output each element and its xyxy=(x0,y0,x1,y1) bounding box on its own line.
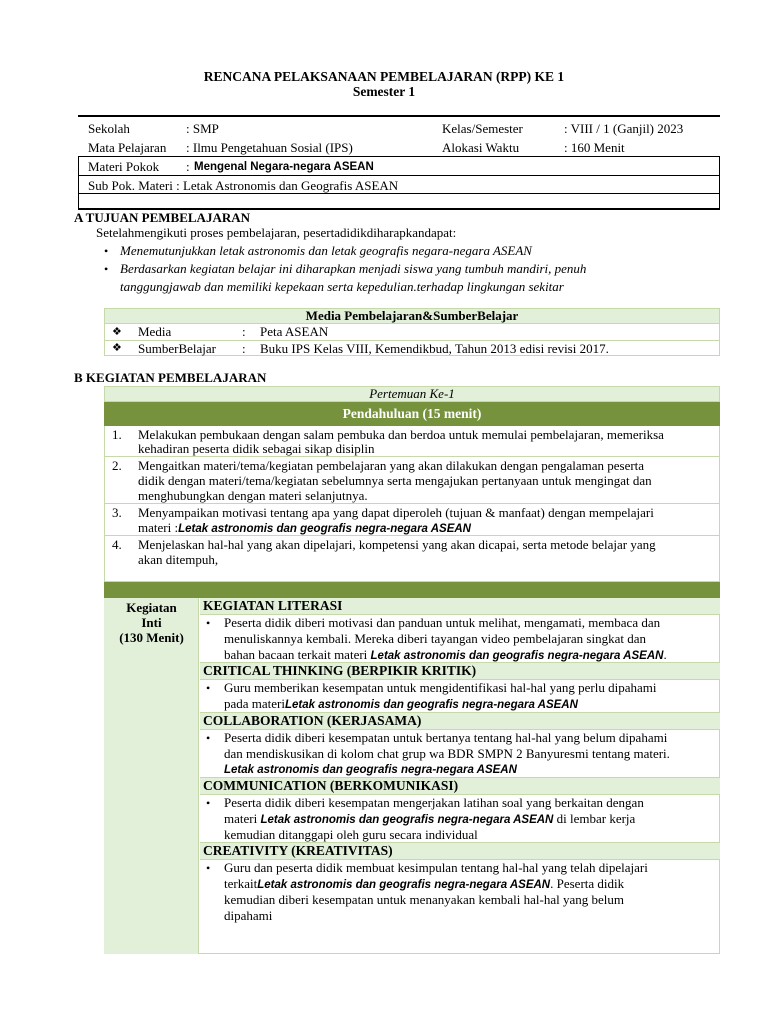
sekolah-value: : SMP xyxy=(186,121,219,136)
critical-title: CRITICAL THINKING (BERPIKIR KRITIK) xyxy=(203,663,477,678)
literasi-text: menuliskannya kembali. Mereka diberi tayangan video pembelajaran singkat dan xyxy=(224,631,646,646)
media-label: Media xyxy=(138,324,172,339)
creat-text: kemudian diberi kesempatan untuk menanyakan kembali hal-hal yang belum xyxy=(224,892,624,907)
intro-bar xyxy=(104,402,720,426)
creat-title: CREATIVITY (KREATIVITAS) xyxy=(203,843,393,858)
creat-text: Guru dan peserta didik membuat kesimpulan tentang hal-hal yang telah dipelajari xyxy=(224,860,648,875)
media-header-row xyxy=(104,308,720,324)
step-text: didik dengan materi/tema/kegiatan sebelumnya serta mengajukan pertanyaan untuk mengingat dan xyxy=(138,473,652,488)
literasi-text: Peserta didik diberi motivasi dan panduan untuk melihat, mengamati, membaca dan xyxy=(224,615,661,630)
table-row-divider xyxy=(78,156,720,157)
table-row-divider xyxy=(78,193,720,194)
section-b-heading: B KEGIATAN PEMBELAJARAN xyxy=(74,370,267,385)
alokasi-label: Alokasi Waktu xyxy=(442,140,520,155)
bullet-icon: • xyxy=(206,616,211,630)
step-text: menghubungkan dengan materi selanjutnya. xyxy=(138,488,368,503)
creat-text-suffix: . Peserta didik xyxy=(550,876,625,891)
objective-item-cont: tanggungjawab dan memiliki kepekaan serta kepedulian.terhadap lingkungan sekitar xyxy=(120,279,564,294)
media-header-title: Media Pembelajaran&SumberBelajar xyxy=(305,308,519,323)
objective-item: Menemutunjukkan letak astronomis dan letak geografis negara-negara ASEAN xyxy=(120,243,532,258)
comm-title: COMMUNICATION (BERKOMUNIKASI) xyxy=(203,778,459,793)
comm-text-suffix: di lembar kerja xyxy=(553,811,636,826)
critical-text xyxy=(224,696,578,713)
table-row-divider xyxy=(78,175,720,176)
creat-text: dipahami xyxy=(224,908,273,923)
inti-separator-bar xyxy=(104,582,720,598)
sumber-colon: : xyxy=(242,341,246,356)
step-number: 2. xyxy=(112,458,122,473)
table-top-border xyxy=(78,115,720,117)
literasi-text-prefix: bahan bacaan terkait materi xyxy=(224,647,371,662)
inti-duration: (130 Menit) xyxy=(119,630,184,645)
bullet-icon: • xyxy=(104,262,109,276)
creat-text xyxy=(224,876,624,893)
critical-text: Guru memberikan kesempatan untuk mengidentifikasi hal-hal yang perlu dipahami xyxy=(224,680,657,695)
comm-topic: Letak astronomis dan geografis negra-negara ASEAN xyxy=(260,814,554,826)
step-divider xyxy=(104,503,720,504)
bullet-icon: • xyxy=(206,796,211,810)
table-left-border xyxy=(78,156,79,208)
step-topic: Letak astronomis dan geografis negra-negara ASEAN xyxy=(178,523,471,535)
collab-topic: Letak astronomis dan geografis negra-negara ASEAN xyxy=(224,764,517,776)
bullet-icon: • xyxy=(206,681,211,695)
alokasi-value: : 160 Menit xyxy=(564,140,625,155)
semester-label: Semester 1 xyxy=(352,84,416,99)
step-text: akan ditempuh, xyxy=(138,552,219,567)
collab-title: COLLABORATION (KERJASAMA) xyxy=(203,713,422,728)
comm-text: kemudian ditanggapi oleh guru secara individual xyxy=(224,827,478,842)
step-text: Menyampaikan motivasi tentang apa yang dapat diperoleh (tujuan & manfaat) dengan mempelajari xyxy=(138,505,654,520)
step-number: 1. xyxy=(112,427,122,442)
mapel-value: : Ilmu Pengetahuan Sosial (IPS) xyxy=(186,140,353,155)
step-text: Melakukan pembukaan dengan salam pembuka dan berdoa untuk memulai pembelajaran, memeriksa xyxy=(138,427,664,442)
subpok-text: Sub Pok. Materi : Letak Astronomis dan Geografis ASEAN xyxy=(88,178,399,193)
inti-label: Kegiatan xyxy=(126,600,177,615)
critical-topic: Letak astronomis dan geografis negra-negara ASEAN xyxy=(285,699,578,711)
inti-label-cell xyxy=(104,598,199,954)
collab-text: dan mendiskusikan di kolom chat grup wa BDR SMPN 2 Banyuresmi tentang materi. xyxy=(224,746,670,761)
sekolah-label: Sekolah xyxy=(88,121,130,136)
bullet-icon: • xyxy=(104,244,109,258)
step-text: Mengaitkan materi/tema/kegiatan pembelajaran yang akan dilakukan dengan pengalaman peserta xyxy=(138,458,645,473)
sumber-label: SumberBelajar xyxy=(138,341,216,356)
bullet-icon: • xyxy=(206,731,211,745)
literasi-title: KEGIATAN LITERASI xyxy=(203,598,343,613)
step-text: kehadiran peserta didik sebagai sikap disiplin xyxy=(138,441,375,456)
table-right-border xyxy=(719,156,720,208)
document-title: RENCANA PELAKSANAAN PEMBELAJARAN (RPP) KE 1 xyxy=(203,69,565,84)
comm-text: Peserta didik diberi kesempatan mengerjakan latihan soal yang berkaitan dengan xyxy=(224,795,644,810)
creat-topic: Letak astronomis dan geografis negra-negara ASEAN xyxy=(257,879,551,891)
objective-item: Berdasarkan kegiatan belajar ini diharapkan menjadi siswa yang tumbuh mandiri, penuh xyxy=(120,261,587,276)
comm-text xyxy=(224,811,635,828)
step-text xyxy=(138,520,471,537)
bullet-icon: • xyxy=(206,861,211,875)
materi-value: Mengenal Negara-negara ASEAN xyxy=(194,161,374,173)
collab-text: Peserta didik diberi kesempatan untuk bertanya tentang hal-hal yang belum dipahami xyxy=(224,730,668,745)
kelas-value: : VIII / 1 (Ganjil) 2023 xyxy=(564,121,684,136)
kelas-label: Kelas/Semester xyxy=(442,121,523,136)
media-colon: : xyxy=(242,324,246,339)
meeting-label: Pertemuan Ke-1 xyxy=(369,386,455,401)
comm-text-prefix: materi xyxy=(224,811,261,826)
step-number: 3. xyxy=(112,505,122,520)
section-a-intro: Setelahmengikuti proses pembelajaran, pesertadidikdiharapkandapat: xyxy=(96,225,457,240)
step-number: 4. xyxy=(112,537,122,552)
creat-text-prefix: terkait xyxy=(224,876,258,891)
sumber-value: Buku IPS Kelas VIII, Kemendikbud, Tahun 2013 edisi revisi 2017. xyxy=(260,341,609,356)
literasi-topic: Letak astronomis dan geografis negra-negara ASEAN xyxy=(370,650,664,662)
materi-label: Materi Pokok xyxy=(88,159,160,174)
inti-label: Inti xyxy=(141,615,162,630)
intro-bar-title: Pendahuluan (15 menit) xyxy=(342,406,482,421)
literasi-text-suffix: . xyxy=(663,647,667,662)
step-text-prefix: materi : xyxy=(138,520,179,535)
mapel-label: Mata Pelajaran xyxy=(88,140,167,155)
step-text: Menjelaskan hal-hal yang akan dipelajari, kompetensi yang akan dicapai, serta metode belajar yang xyxy=(138,537,656,552)
diamond-icon: ❖ xyxy=(112,326,122,338)
materi-colon: : xyxy=(186,159,190,174)
diamond-icon: ❖ xyxy=(112,342,122,354)
meeting-row xyxy=(104,386,720,402)
media-value: Peta ASEAN xyxy=(260,324,329,339)
section-a-heading: A TUJUAN PEMBELAJARAN xyxy=(74,210,250,225)
critical-text-prefix: pada materi xyxy=(224,696,285,711)
step-divider xyxy=(104,456,720,457)
